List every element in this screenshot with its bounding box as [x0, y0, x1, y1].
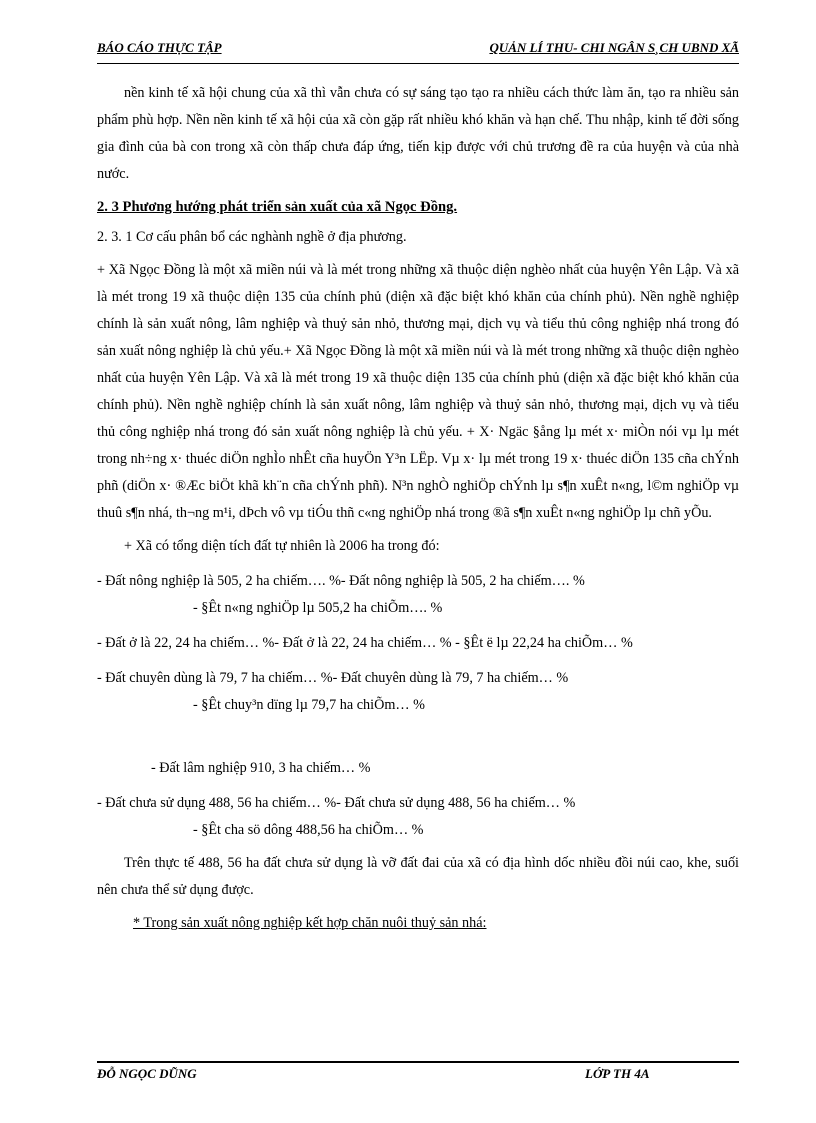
footer-rule — [97, 1061, 739, 1063]
subsection-heading: 2. 3. 1 Cơ cấu phân bổ các nghành nghề ở địa phương. — [97, 229, 407, 245]
land-forestry-line: - Đất lâm nghiệp 910, 3 ha chiếm… % — [151, 760, 371, 776]
land-agri-line-legacy: - §Êt n«ng nghiÖp lµ 505,2 ha chiÕm…. % — [193, 600, 443, 616]
document-body — [97, 80, 739, 937]
land-unused-line: - Đất chưa sử dụng 488, 56 ha chiếm… %- Đất chưa sử dụng 488, 56 ha chiếm… % — [97, 795, 576, 811]
spacer — [97, 719, 739, 753]
land-unused-line-legacy: - §Êt cha sö dông 488,56 ha chiÕm… % — [193, 822, 424, 838]
footer-author: ĐỖ NGỌC DŨNG — [97, 1066, 197, 1081]
land-residential-line: - Đất ở là 22, 24 ha chiếm… %- Đất ở là 22, 24 ha chiếm… % - §Êt ë lµ 22,24 ha chiÕm… % — [97, 635, 633, 651]
section-heading: 2. 3 Phương hướng phát triển sản xuất của xã Ngọc Đồng. — [97, 199, 458, 215]
page-header — [97, 40, 739, 62]
note-heading: * Trong sản xuất nông nghiệp kết hợp chăn nuôi thuỷ sản nhá: — [133, 915, 487, 931]
footer-class: LỚP TH 4A — [585, 1066, 650, 1081]
intro-paragraph: nền kinh tế xã hội chung của xã thì vẫn chưa có sự sáng tạo tạo ra nhiều cách thức làm ăn, tạo ra nhiều sản phẩm phù hợp. Nền nền kinh tế xã hội của xã còn gặp rất nhiều khó khăn và hạn chế. Thu nhập, kinh tế đời sống gia đình của bà con trong xã còn thấp chưa đáp ứng, tiến kịp được với chủ trương đề ra của huyện và của nhà nước. — [97, 85, 739, 182]
land-special-use-line-legacy: - §Êt chuy³n dïng lµ 79,7 ha chiÕm… % — [193, 697, 425, 713]
header-rule — [97, 63, 739, 64]
land-special-use-line: - Đất chuyên dùng là 79, 7 ha chiếm… %- Đất chuyên dùng là 79, 7 ha chiếm… % — [97, 670, 569, 686]
page-footer — [97, 1066, 739, 1088]
header-left-title: BÁO CÁO THỰC TẬP — [97, 40, 222, 55]
bullet-paragraph-land-area: + Xã có tổng diện tích đất tự nhiên là 2006 ha trong đó: — [124, 538, 440, 554]
land-agri-line: - Đất nông nghiệp là 505, 2 ha chiếm…. %- Đất nông nghiệp là 505, 2 ha chiếm…. % — [97, 573, 585, 589]
header-right-title: QUẢN LÍ THU- CHI NGÂN S¸CH UBND XÃ — [489, 40, 739, 55]
bullet-paragraph-occupations: + Xã Ngọc Đồng là một xã miền núi và là mét trong những xã thuộc diện nghèo nhất của huyện Yên Lập. Và xã là mét trong 19 xã thuộc diện 135 của chính phủ (diện xã đặc biệt khó khăn của chính phủ). Nền nghề nghiệp chính là sản xuất nông, lâm nghiệp và thuỷ sản nhỏ, thương mại, dịch vụ và tiểu thủ công nghiệp nhá trong đó sản xuất nông nghiệp là chủ yếu.+ Xã Ngọc Đồng là một xã miền núi và là mét trong những xã thuộc diện nghèo nhất của huyện Yên Lập. Và xã là mét trong 19 xã thuộc diện 135 của chính phủ (diện xã đặc biệt khó khăn của chính phủ). Nền nghề nghiệp chính là sản xuất nông, lâm nghiệp và thuỷ sản nhỏ, thương mại, dịch vụ và tiểu thủ công nghiệp nhá trong đó sản xuất nông nghiệp là chủ yếu. + X· Ngäc §ång lµ mét x· miÒn nói vµ lµ mét trong nh÷ng x· thuéc diÖn nghÌo nhÊt cña huyÖn Y³n LËp. Vµ x· lµ mét trong 19 x· thuéc diÖn 135 cña chÝnh phñ (diÖn x· ®Æc biÖt khã kh¨n cña chÝnh phñ). N³n nghÒ nghiÖp chÝnh lµ s¶n xuÊt n«ng, l©m nghiÖp vµ thuû s¶n nhá, th¬ng m¹i, dÞch vô vµ tiÓu thñ c«ng nghiÖp nhá trong ®ã s¶n xuÊt n«ng nghiÖp lµ chñ yÕu. — [97, 262, 739, 521]
conclusion-paragraph: Trên thực tế 488, 56 ha đất chưa sử dụng là vỡ đất đai của xã có địa hình dốc nhiều đồi núi cao, khe, suối nên chưa thể sử dụng được. — [97, 855, 739, 898]
